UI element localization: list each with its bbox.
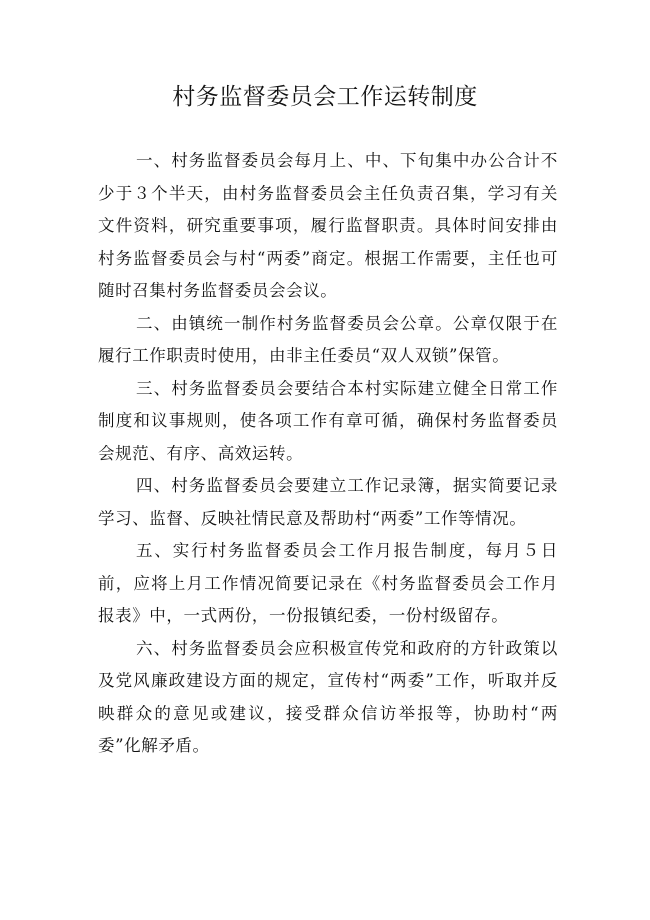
paragraph-3: 三、村务监督委员会要结合本村实际建立健全日常工作制度和议事规则，使各项工作有章可循，确保村务监督委员会规范、有序、高效运转。 bbox=[98, 378, 558, 463]
paragraph-2: 二、由镇统一制作村务监督委员会公章。公章仅限于在履行工作职责时使用，由非主任委员“双人双锁”保管。 bbox=[98, 313, 558, 365]
document-title: 村务监督委员会工作运转制度 bbox=[172, 84, 478, 110]
paragraph-4: 四、村务监督委员会要建立工作记录簿，据实简要记录学习、监督、反映社情民意及帮助村“两委”工作等情况。 bbox=[98, 476, 558, 528]
paragraph-1: 一、村务监督委员会每月上、中、下旬集中办公合计不少于３个半天，由村务监督委员会主任负责召集，学习有关文件资料，研究重要事项，履行监督职责。具体时间安排由村务监督委员会与村“两委”商定。根据工作需要，主任也可随时召集村务监督委员会会议。 bbox=[98, 151, 558, 300]
paragraph-6: 六、村务监督委员会应积极宣传党和政府的方针政策以及党风廉政建设方面的规定，宣传村“两委”工作，听取并反映群众的意见或建议，接受群众信访举报等，协助村“两委”化解矛盾。 bbox=[98, 638, 558, 755]
document-body bbox=[98, 145, 558, 763]
paragraph-5: 五、实行村务监督委员会工作月报告制度，每月５日前，应将上月工作情况简要记录在《村务监督委员会工作月报表》中，一式两份，一份报镇纪委，一份村级留存。 bbox=[98, 541, 558, 625]
